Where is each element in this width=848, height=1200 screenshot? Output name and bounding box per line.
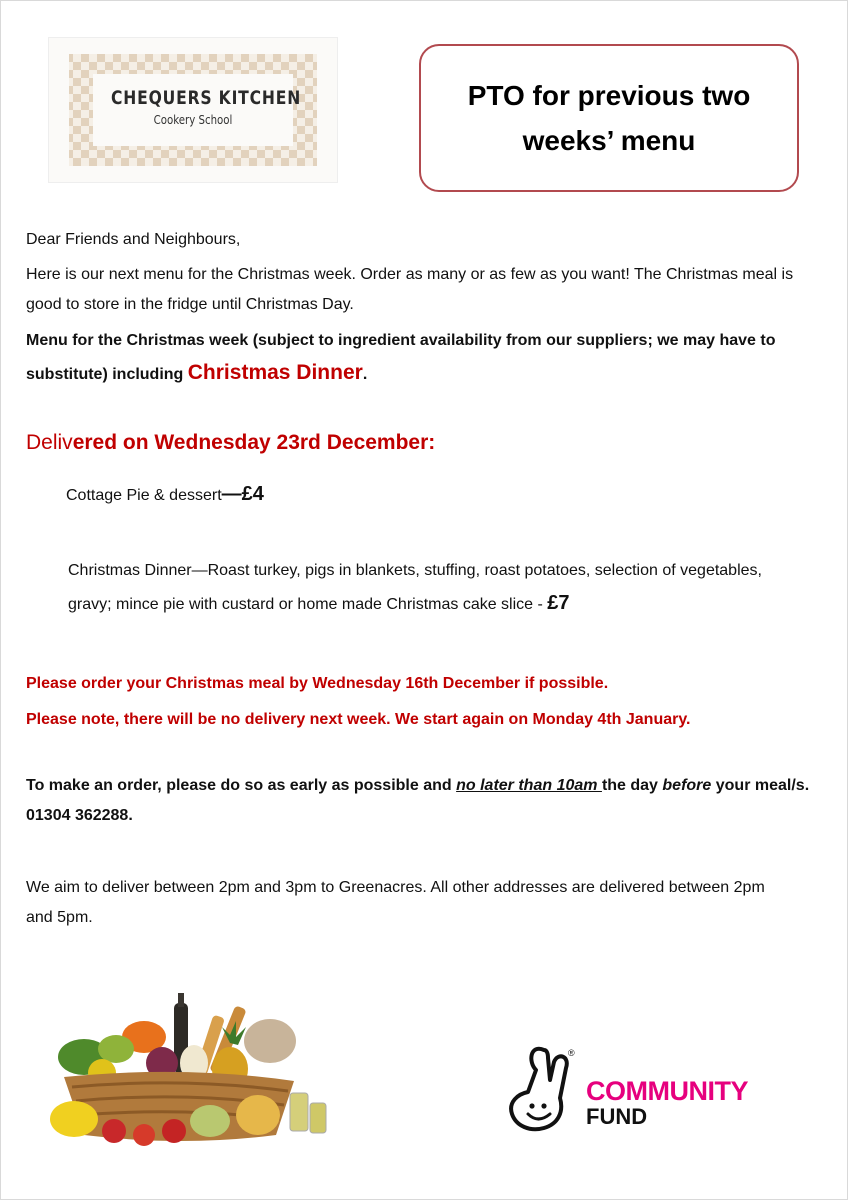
menu-item-christmas-dinner (68, 555, 788, 621)
crossed-fingers-icon (500, 1040, 590, 1140)
logo-title: CHEQUERS KITCHEN (111, 87, 302, 109)
registered-mark: ® (568, 1048, 575, 1058)
fund-word: FUND (586, 1104, 648, 1129)
menu-intro-end: . (362, 366, 368, 383)
pto-box (419, 44, 799, 192)
menu-intro-text: Menu for the Christmas week (subject to ingredient availability from our suppliers; we may have to substitute) including (26, 332, 776, 383)
logo-panel (93, 74, 302, 146)
community-fund-logo (500, 1040, 760, 1140)
menu-item-text: Cottage Pie & dessert (66, 487, 222, 504)
chequers-kitchen-logo (48, 37, 338, 183)
intro-paragraph: Here is our next menu for the Christmas week. Order as many or as few as you want! The Christmas meal is good to store in the fridge until Christmas Day. (26, 266, 794, 313)
food-basket-image (44, 985, 334, 1147)
greeting: Dear Friends and Neighbours, (26, 231, 241, 248)
order-text-a: To make an order, please do so as early as possible and (26, 777, 457, 794)
delivery-heading (26, 428, 435, 458)
menu-item-price: —£4 (221, 483, 264, 505)
menu-item-text: Christmas Dinner—Roast turkey, pigs in blankets, stuffing, roast potatoes, selection of vegetables, gravy; mince pie with custard or home made Christmas cake slice - (68, 562, 762, 613)
logo-subtitle: Cookery School (153, 113, 233, 127)
order-deadline-underline: no later than 10am (456, 777, 602, 794)
order-deadline-note: Please order your Christmas meal by Wednesday 16th December if possible. (26, 675, 609, 692)
order-text-b: the day (601, 777, 663, 794)
christmas-dinner-highlight: Christmas Dinner (187, 361, 363, 384)
pto-text: PTO for previous two weeks’ menu (467, 80, 751, 156)
delivery-heading-rest: ered on Wednesday 23rd December: (72, 431, 436, 454)
order-text-c: your meal/s. 01304 362288. (26, 777, 810, 824)
menu-item-price: £7 (547, 592, 570, 614)
delivery-times: We aim to deliver between 2pm and 3pm to Greenacres. All other addresses are delivered between 2pm and 5pm. (26, 879, 765, 926)
order-instructions (26, 771, 816, 831)
order-text-before: before (662, 777, 712, 794)
community-word: COMMUNITY (586, 1076, 748, 1106)
menu-intro (26, 325, 826, 391)
delivery-heading-prefix: Deliv (26, 431, 73, 454)
no-delivery-note: Please note, there will be no delivery next week. We start again on Monday 4th January. (26, 711, 691, 728)
menu-item-cottage-pie (66, 479, 264, 511)
